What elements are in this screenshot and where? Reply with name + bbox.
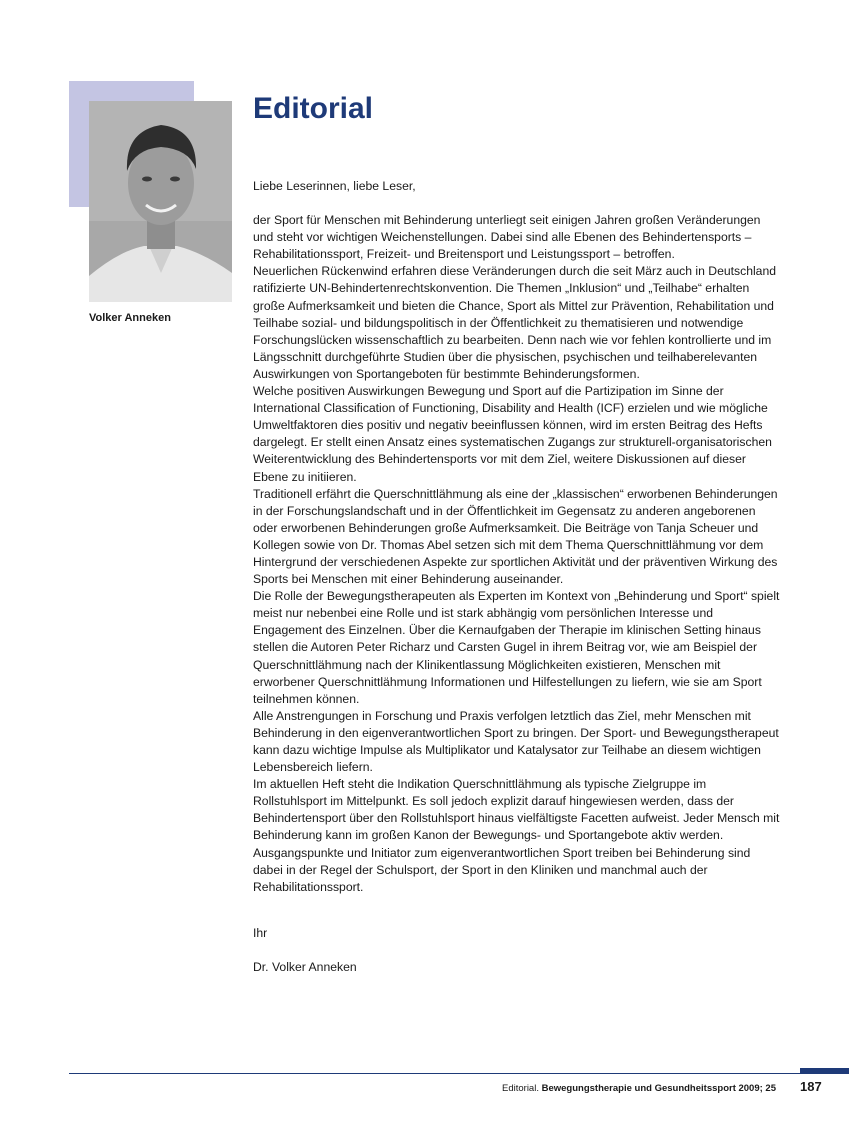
body-paragraph: Die Rolle der Bewegungstherapeuten als Experten im Kontext von „Behinderung und Sport“ spielt meist nur nebenbei eine Rolle und ist stark abhängig vom persönlichen Interesse und Engagement des Einzelnen. Über die Kernaufgaben der Therapie im klinischen Setting hinaus stellen die Autoren Peter Richarz und Carsten Gugel in ihrem Beitrag vor, wie am Beispiel der Querschnittlähmung nach der Klinikentlassung Möglichkeiten existieren, Menschen mit erworbener Querschnittlähmung Informationen und Hilfestellungen zu liefern, wie sie am Sport teilnehmen können.: [253, 589, 780, 706]
body-paragraph: Neuerlichen Rückenwind erfahren diese Veränderungen durch die seit März auch in Deutschland ratifizierte UN-Behindertenrechtskonvention. Die Themen „Inklusion“ und „Teilhabe“ erhalten große Aufmerksamkeit und bieten die Chance, Sport als Mittel zur Prävention, Rehabilitation und Teilhabe sozial- und bildungspolitisch in der Öffentlichkeit zu thematisieren und notwendige Forschungslücken wissenschaftlich zu bearbeiten. Denn nach wie vor fehlen kontrollierte und im Längsschnitt durchgeführte Studien über die physischen, psychischen und teilhaberelevanten Auswirkungen von Sportangeboten für bestimmte Behinderungsformen.: [253, 264, 777, 381]
footer-journal: Bewegungstherapie und Gesundheitssport 2009; 25: [541, 1083, 776, 1094]
body-paragraph: Welche positiven Auswirkungen Bewegung und Sport auf die Partizipation im Sinne der International Classification of Functioning, Disability and Health (ICF) erzielen und wie mögliche Umweltfaktoren dies positiv und negativ beeinflussen können, wird im ersten Beitrag des Hefts dargelegt. Er stellt einen Ansatz eines systematischen Zugangs zur strukturell-organisatorischen Weiterentwicklung des Behindertensports vor mit dem Ziel, weitere Diskussionen auf dieser Ebene zu initiieren.: [253, 384, 772, 484]
letter-greeting: Liebe Leserinnen, liebe Leser,: [253, 179, 416, 193]
page-title: Editorial: [253, 92, 374, 125]
footer-citation: [502, 1083, 776, 1094]
footer-divider: [69, 1073, 849, 1074]
editorial-body: [253, 178, 783, 976]
footer-section: Editorial.: [502, 1083, 539, 1094]
author-photo: [89, 101, 232, 302]
body-paragraph: Alle Anstrengungen in Forschung und Praxis verfolgen letztlich das Ziel, mehr Menschen mit Behinderung in den eigenverantwortlichen Sport zu bringen. Der Sport- und Bewegungstherapeut kann dazu wichtige Impulse als Multiplikator und Katalysator zur Teilhabe an diesem wichtigen Lebensbereich liefern.: [253, 708, 779, 775]
letter-signoff: Ihr: [253, 925, 268, 940]
photo-caption: Volker Anneken: [89, 312, 171, 324]
body-paragraph: der Sport für Menschen mit Behinderung unterliegt seit einigen Jahren großen Veränderungen und steht vor wichtigen Weichenstellungen. Dabei sind alle Ebenen des Behindertensports – Rehabilitationssport, Freizeit- und Breitensport und Leistungssport – betroffen.: [253, 213, 761, 262]
body-paragraph: Im aktuellen Heft steht die Indikation Querschnittlähmung als typische Zielgruppe im Rollstuhlsport im Mittelpunkt. Es soll jedoch explizit darauf hingewiesen werden, dass der Behindertensport über den Rollstuhlsport hinaus vielfältigste Facetten aufweist. Jeder Mensch mit Behinderung kann im großen Kanon der Bewegungs- und Sportangebote aktiv werden. Ausgangspunkte und Initiator zum eigenverantwortlichen Sport treiben bei Behinderung sind dabei in der Regel der Schulsport, der Sport in den Kliniken und manchmal auch der Rehabilitationssport.: [253, 777, 780, 894]
body-paragraph: Traditionell erfährt die Querschnittlähmung als eine der „klassischen“ erworbenen Behinderungen in der Forschungslandschaft und in der Öffentlichkeit im Gegensatz zu anderen angeborenen oder erworbenen Behinderungen große Aufmerksamkeit. Die Beiträge von Tanja Scheuer und Kollegen sowie von Dr. Thomas Abel setzen sich mit dem Thema Querschnittlähmung vor dem Hintergrund der verschiedenen Aspekte zur sportlichen Aktivität und der präventiven Wirkung des Sports bei Menschen mit einer Behinderung auseinander.: [253, 486, 778, 587]
page-number: 187: [800, 1079, 822, 1094]
letter-signature: Dr. Volker Anneken: [253, 959, 357, 974]
